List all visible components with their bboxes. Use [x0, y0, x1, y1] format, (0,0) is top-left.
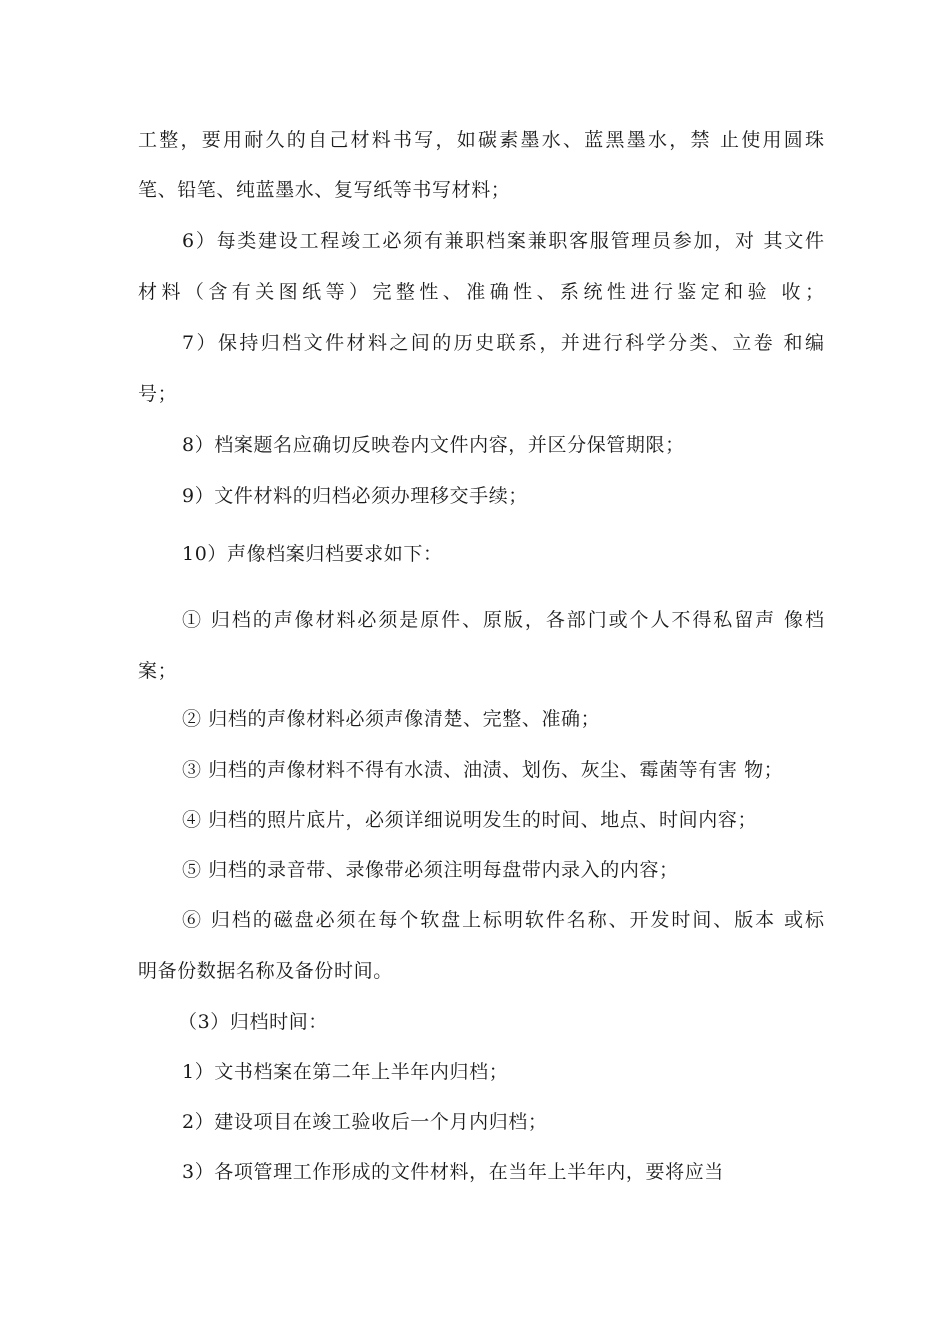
text-line: ③ 归档的声像材料不得有水渍、油渍、划伤、灰尘、霉菌等有害 物；: [182, 759, 784, 781]
section-heading: （3）归档时间：: [178, 1011, 328, 1033]
text-line: 6）每类建设工程竣工必须有兼职档案兼职客服管理员参加，对 其文件: [182, 230, 824, 252]
text-line: 号；: [138, 383, 178, 405]
text-line: ① 归档的声像材料必须是原件、原版，各部门或个人不得私留声 像档: [182, 609, 824, 631]
text-line: 10）声像档案归档要求如下：: [182, 543, 443, 565]
text-line: 工整，要用耐久的自己材料书写，如碳素墨水、蓝黑墨水，禁 止使用圆珠: [138, 129, 824, 151]
text-line: 明备份数据名称及备份时间。: [138, 960, 393, 982]
text-line: 8）档案题名应确切反映卷内文件内容，并区分保管期限；: [182, 434, 685, 456]
text-line: ② 归档的声像材料必须声像清楚、完整、准确；: [182, 708, 601, 730]
text-line: 2）建设项目在竣工验收后一个月内归档；: [182, 1111, 548, 1133]
text-line: 9）文件材料的归档必须办理移交手续；: [182, 485, 528, 507]
text-line: 笔、铅笔、纯蓝墨水、复写纸等书写材料；: [138, 179, 511, 201]
text-line: 7）保持归档文件材料之间的历史联系，并进行科学分类、立卷 和编: [182, 332, 824, 354]
text-line: ④ 归档的照片底片，必须详细说明发生的时间、地点、时间内容；: [182, 809, 758, 831]
text-line: 案；: [138, 660, 178, 682]
text-line: 1）文书档案在第二年上半年内归档；: [182, 1061, 509, 1083]
text-line: 材料（含有关图纸等）完整性、准确性、系统性进行鉴定和验 收；: [138, 281, 824, 303]
text-line: ⑥ 归档的磁盘必须在每个软盘上标明软件名称、开发时间、版本 或标: [182, 909, 824, 931]
text-line: ⑤ 归档的录音带、录像带必须注明每盘带内录入的内容；: [182, 859, 679, 881]
text-line: 3）各项管理工作形成的文件材料，在当年上半年内，要将应当: [182, 1161, 724, 1183]
